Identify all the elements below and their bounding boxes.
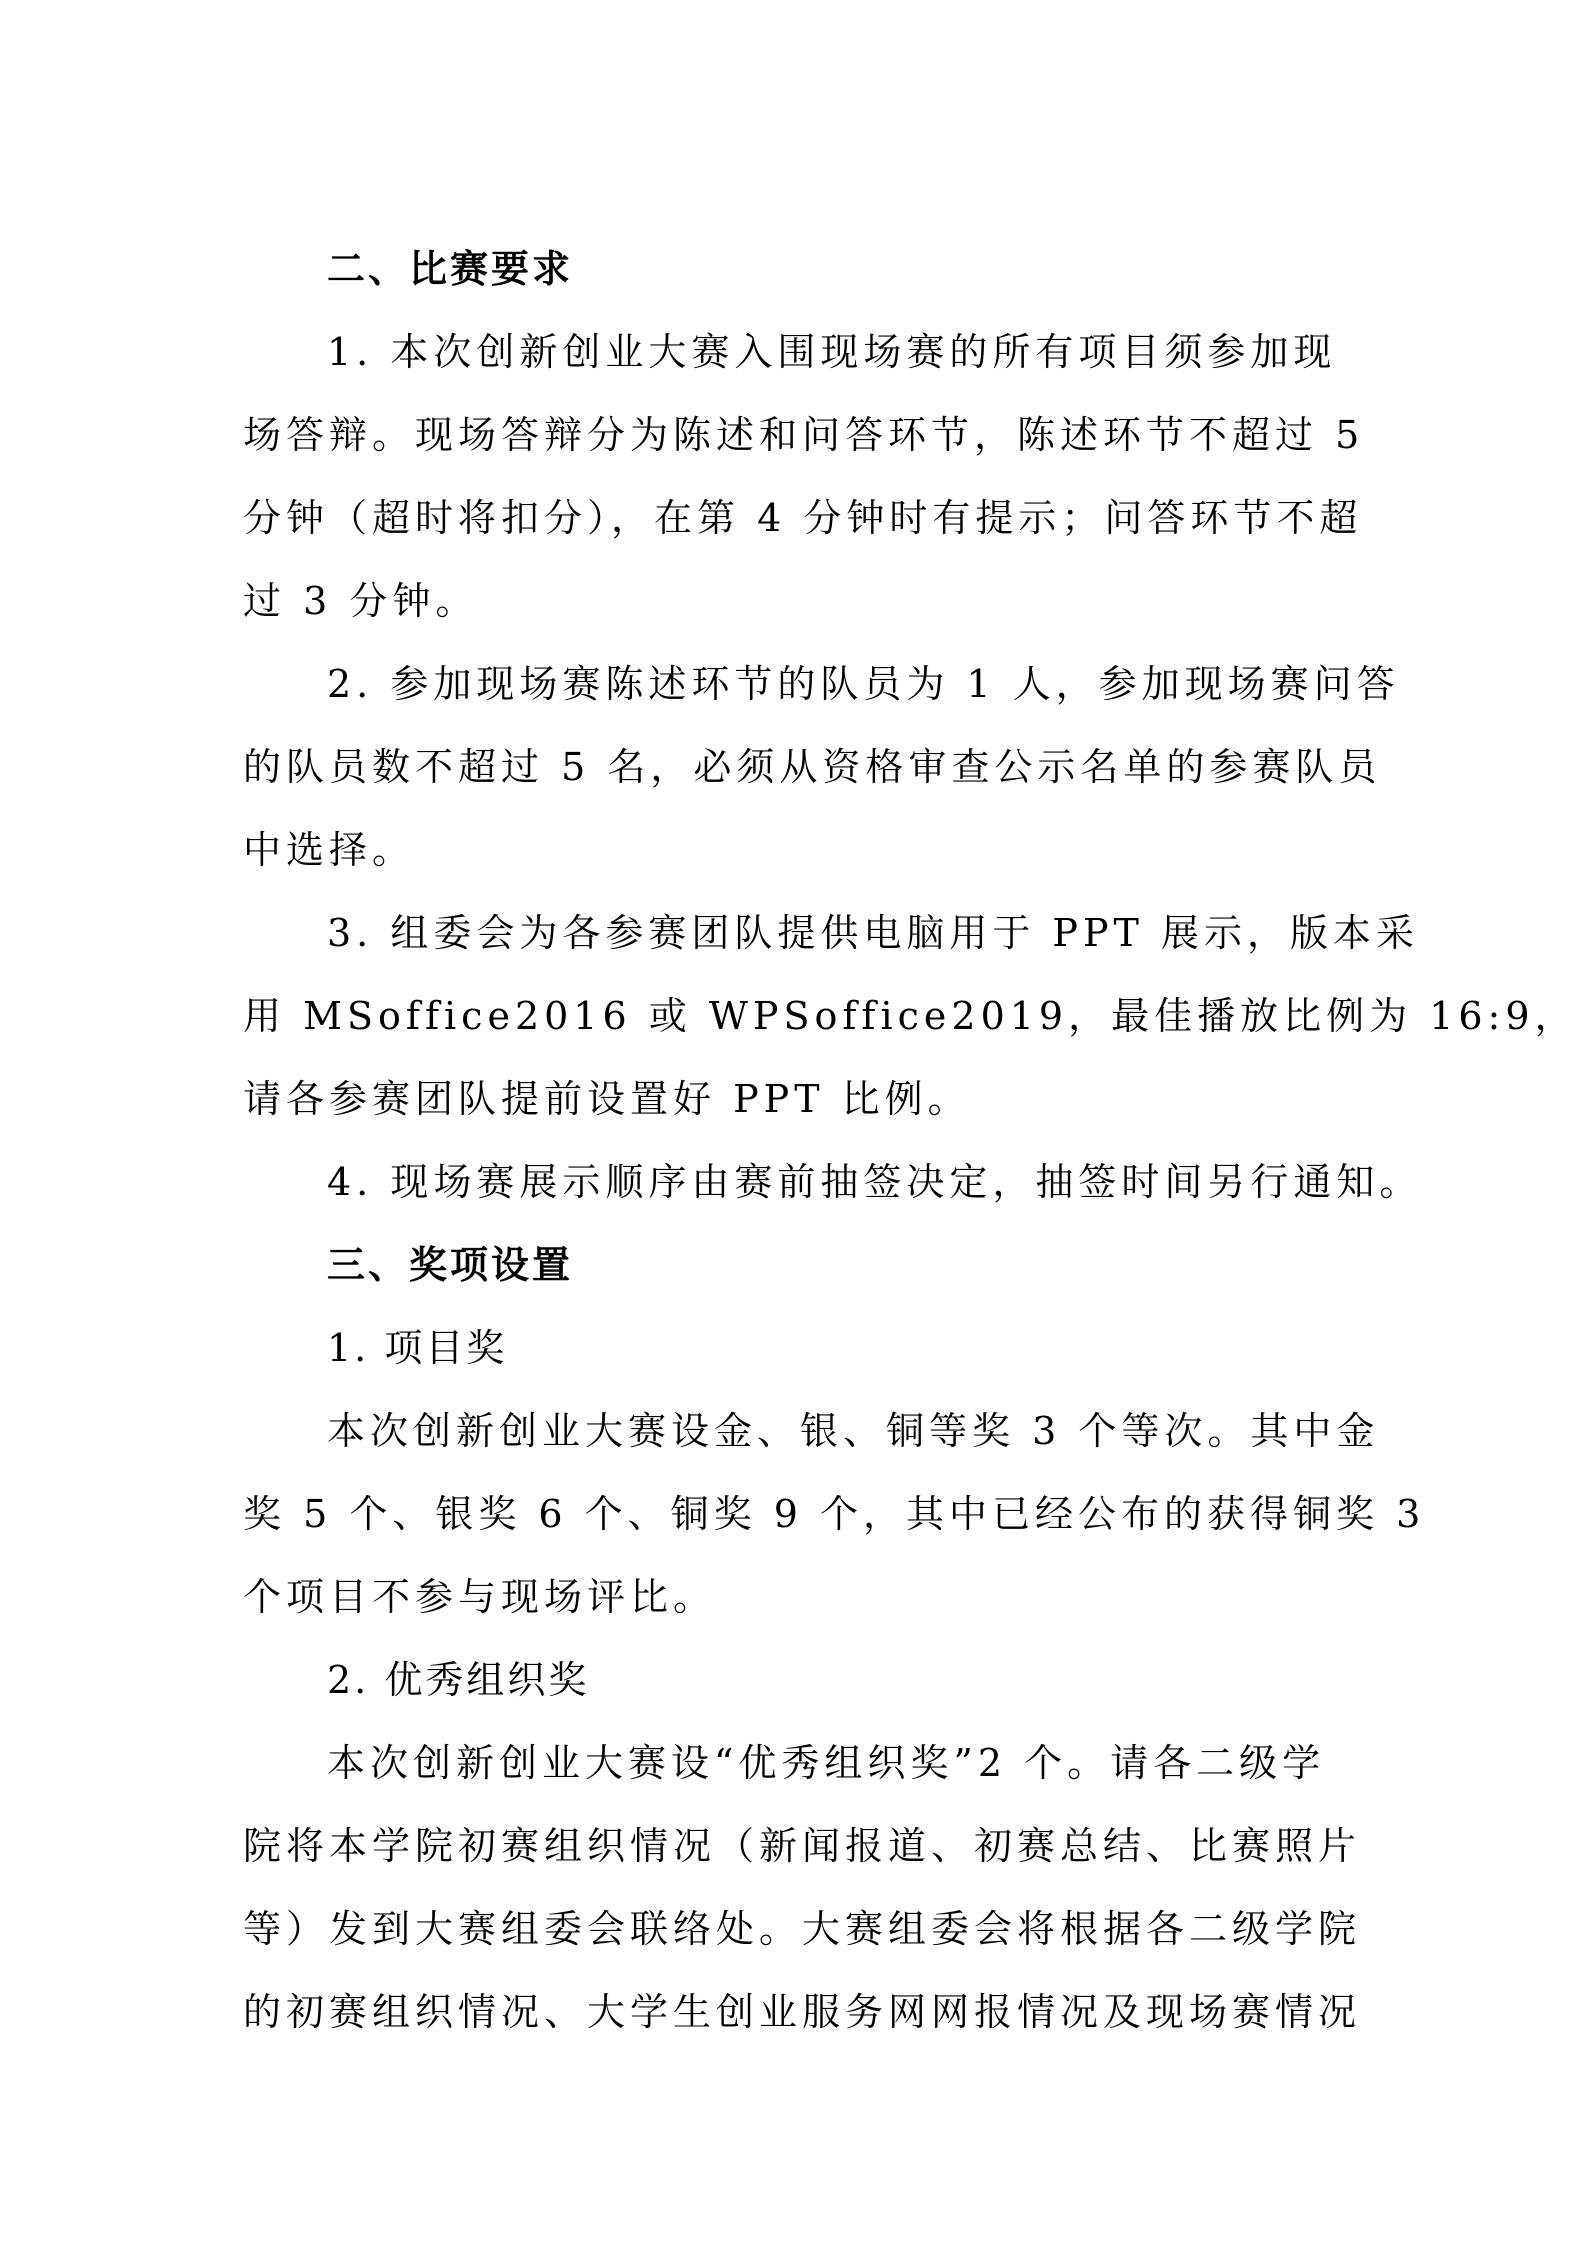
paragraph-line: 中选择。: [243, 828, 416, 872]
paragraph-line: 的队员数不超过 5 名，必须从资格审查公示名单的参赛队员: [243, 745, 1382, 789]
paragraph-line: 2. 参加现场赛陈述环节的队员为 1 人，参加现场赛问答: [327, 662, 1400, 706]
paragraph-line: 4. 现场赛展示顺序由赛前抽签决定，抽签时间另行通知。: [327, 1160, 1423, 1204]
subsection-title-project-award: 1. 项目奖: [327, 1326, 508, 1370]
paragraph-line: 的初赛组织情况、大学生创业服务网网报情况及现场赛情况: [243, 1990, 1362, 2034]
paragraph-line: 过 3 分钟。: [243, 579, 479, 623]
section-heading-requirements: 二、比赛要求: [327, 247, 574, 291]
paragraph-line: 场答辩。现场答辩分为陈述和问答环节，陈述环节不超过 5: [243, 413, 1365, 457]
paragraph-line: 等）发到大赛组委会联络处。大赛组委会将根据各二级学院: [243, 1907, 1362, 1951]
paragraph-line: 3. 组委会为各参赛团队提供电脑用于 PPT 展示，版本采: [327, 911, 1419, 955]
paragraph-line: 用 MSoffice2016 或 WPSoffice2019，最佳播放比例为 16:9，: [243, 994, 1578, 1038]
paragraph-line: 个项目不参与现场评比。: [243, 1575, 717, 1619]
paragraph-line: 院将本学院初赛组织情况（新闻报道、初赛总结、比赛照片: [243, 1824, 1362, 1868]
paragraph-line: 分钟（超时将扣分），在第 4 分钟时有提示；问答环节不超: [243, 496, 1363, 540]
paragraph-line: 本次创新创业大赛设“优秀组织奖”2 个。请各二级学: [327, 1741, 1326, 1785]
subsection-title-organization-award: 2. 优秀组织奖: [327, 1658, 590, 1702]
section-heading-awards: 三、奖项设置: [327, 1243, 574, 1287]
paragraph-line: 1. 本次创新创业大赛入围现场赛的所有项目须参加现: [327, 330, 1337, 374]
paragraph-line: 请各参赛团队提前设置好 PPT 比例。: [243, 1077, 971, 1121]
paragraph-line: 本次创新创业大赛设金、银、铜等奖 3 个等次。其中金: [327, 1409, 1380, 1453]
paragraph-line: 奖 5 个、银奖 6 个、铜奖 9 个，其中已经公布的获得铜奖 3: [243, 1492, 1426, 1536]
